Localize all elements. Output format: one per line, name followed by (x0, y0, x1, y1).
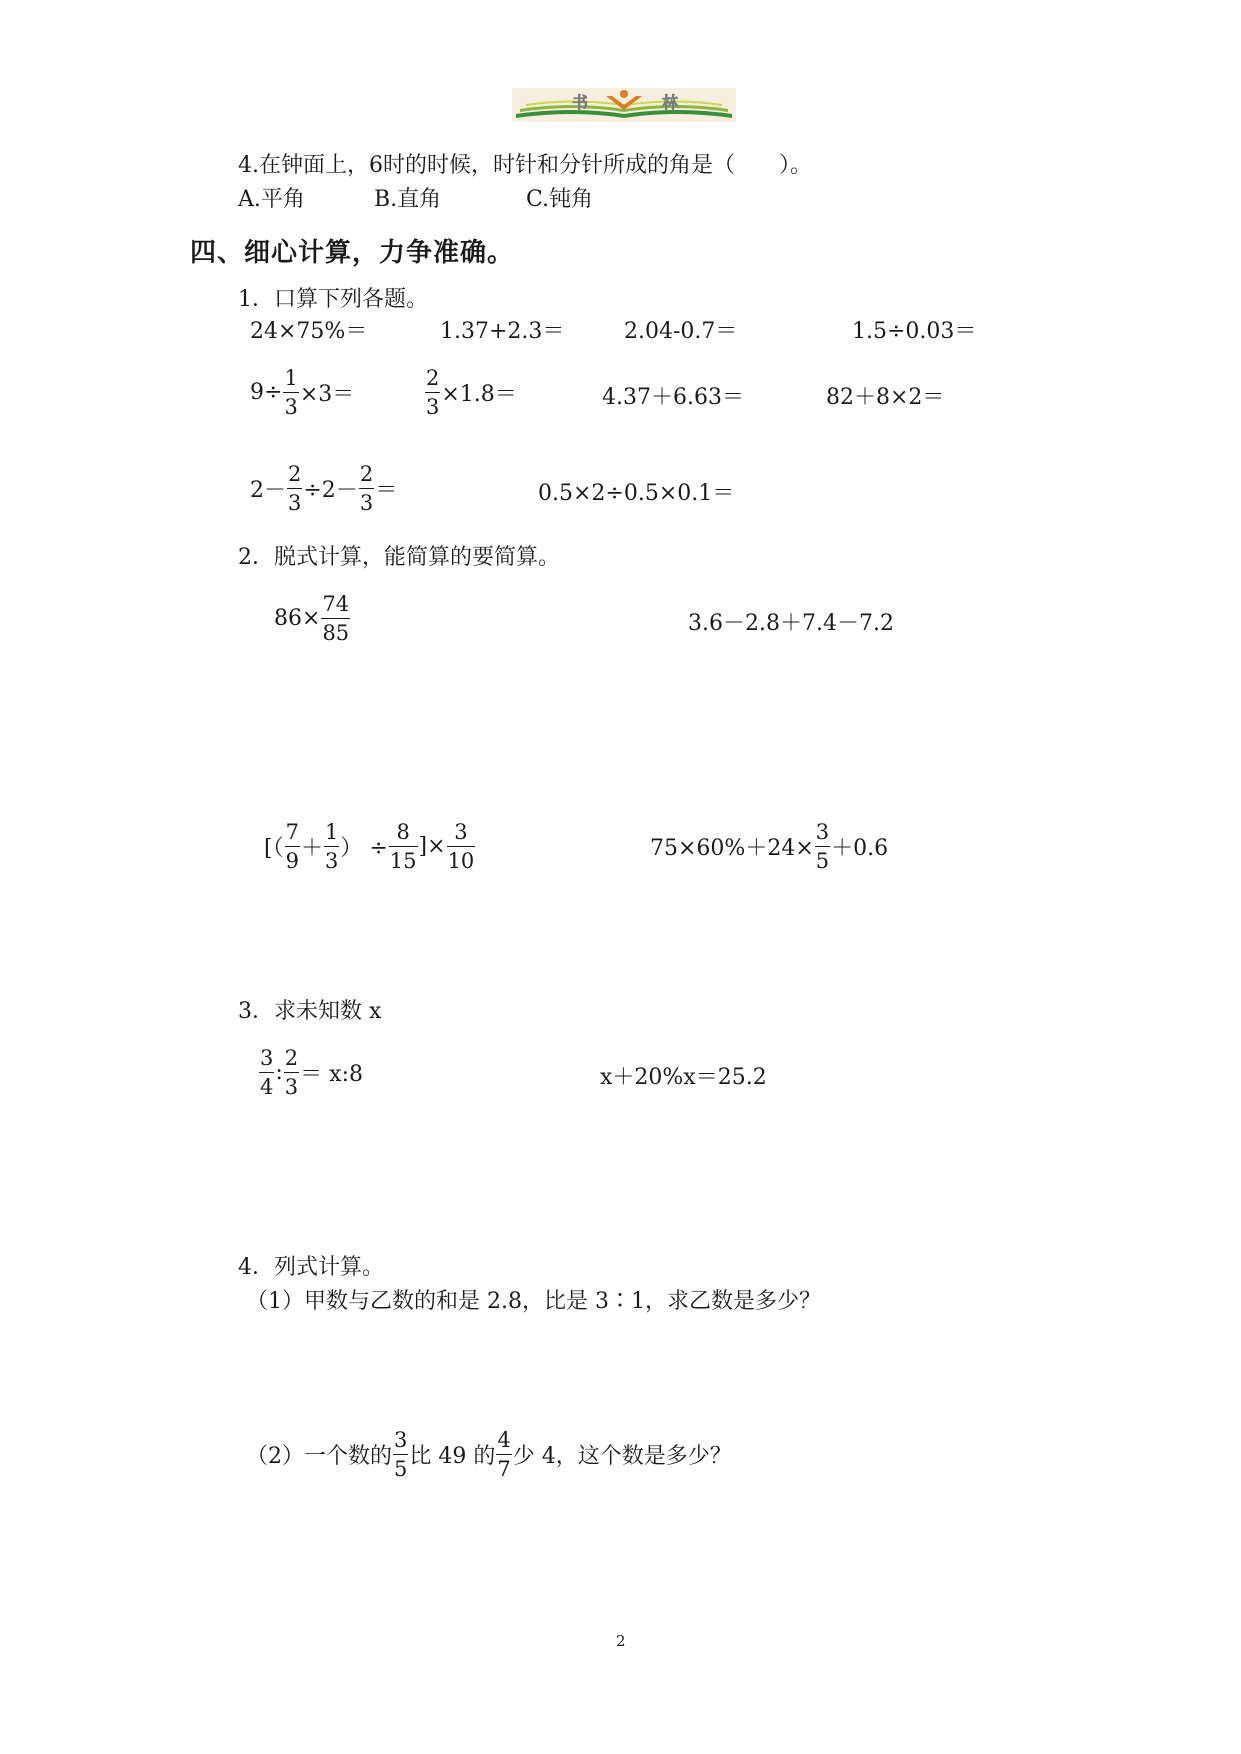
fraction: $\frac{3}{4}$ (260, 1046, 274, 1099)
fraction: $\frac{4}{7}$ (497, 1428, 511, 1481)
oral-item: 24×75%＝ (250, 319, 368, 344)
step-expr: 86× $\frac{74}{85}$ (274, 592, 350, 645)
publisher-logo (512, 88, 736, 122)
solve-title: 3．求未知数 x (238, 999, 382, 1024)
fraction: $\frac{1}{3}$ (324, 820, 339, 873)
oral-item: 0.5×2÷0.5×0.1＝ (538, 481, 735, 506)
oral-item: 82＋8×2＝ (826, 385, 945, 410)
fraction: $\frac{74}{85}$ (322, 592, 350, 645)
step-expr: 75×60%＋24× $\frac{3}{5}$ ＋0.6 (650, 820, 889, 873)
oral-item: $\frac{2}{3}$ ×1.8＝ (426, 366, 517, 419)
fraction: $\frac{3}{5}$ (394, 1428, 408, 1481)
option-b: B.直角 (374, 187, 442, 212)
page-number: 2 (616, 1632, 626, 1650)
word-problem-1: （1）甲数与乙数的和是 2.8，比是 3∶1，求乙数是多少？ (246, 1289, 821, 1314)
fraction: $\frac{7}{9}$ (285, 820, 299, 873)
word-problem-2: （2）一个数的 $\frac{3}{5}$ 比 49 的 $\frac{4}{7}$ 少 4，这个数是多少？ (246, 1428, 732, 1481)
oral-item: 2－ $\frac{2}{3}$ ÷2－ $\frac{2}{3}$ ＝ (250, 462, 398, 515)
fraction: $\frac{3}{10}$ (447, 820, 475, 873)
oral-item: 1.37+2.3＝ (440, 319, 565, 344)
fraction: $\frac{8}{15}$ (389, 820, 417, 873)
question-4-stem: 4.在钟面上，6时的时候，时针和分针所成的角是（ ）。 (238, 153, 812, 178)
svg-text:林: 林 (662, 93, 679, 112)
list-calc-title: 4．列式计算。 (238, 1255, 384, 1280)
fraction: $\frac{1}{3}$ (284, 366, 298, 419)
option-c: C.钝角 (526, 187, 594, 212)
oral-item: 2.04-0.7＝ (624, 319, 738, 344)
fraction: $\frac{2}{3}$ (288, 462, 302, 515)
step-expr: [（ $\frac{7}{9}$ ＋ $\frac{1}{3}$ ） ÷ $\frac{8}{15}$ ]× $\frac{3}{10}$ (264, 820, 475, 873)
fraction: $\frac{2}{3}$ (426, 366, 440, 419)
step-expr: 3.6－2.8＋7.4－7.2 (688, 611, 894, 636)
section-heading: 四、细心计算，力争准确。 (190, 238, 515, 268)
step-calc-title: 2．脱式计算，能简算的要简算。 (238, 545, 560, 570)
oral-item: 4.37＋6.63＝ (602, 385, 744, 410)
oral-calc-title: 1．口算下列各题。 (238, 287, 428, 312)
equation: $\frac{3}{4}$ : $\frac{2}{3}$ ＝ x:8 (260, 1046, 363, 1099)
fraction: $\frac{3}{5}$ (815, 820, 830, 873)
fraction: $\frac{2}{3}$ (284, 1046, 299, 1099)
oral-item: 1.5÷0.03＝ (852, 319, 977, 344)
fraction: $\frac{2}{3}$ (359, 462, 374, 515)
svg-text:书: 书 (572, 93, 589, 112)
option-a: A.平角 (238, 187, 305, 212)
equation: x＋20%x＝25.2 (600, 1065, 767, 1090)
oral-item: 9÷ $\frac{1}{3}$ ×3＝ (250, 366, 355, 419)
